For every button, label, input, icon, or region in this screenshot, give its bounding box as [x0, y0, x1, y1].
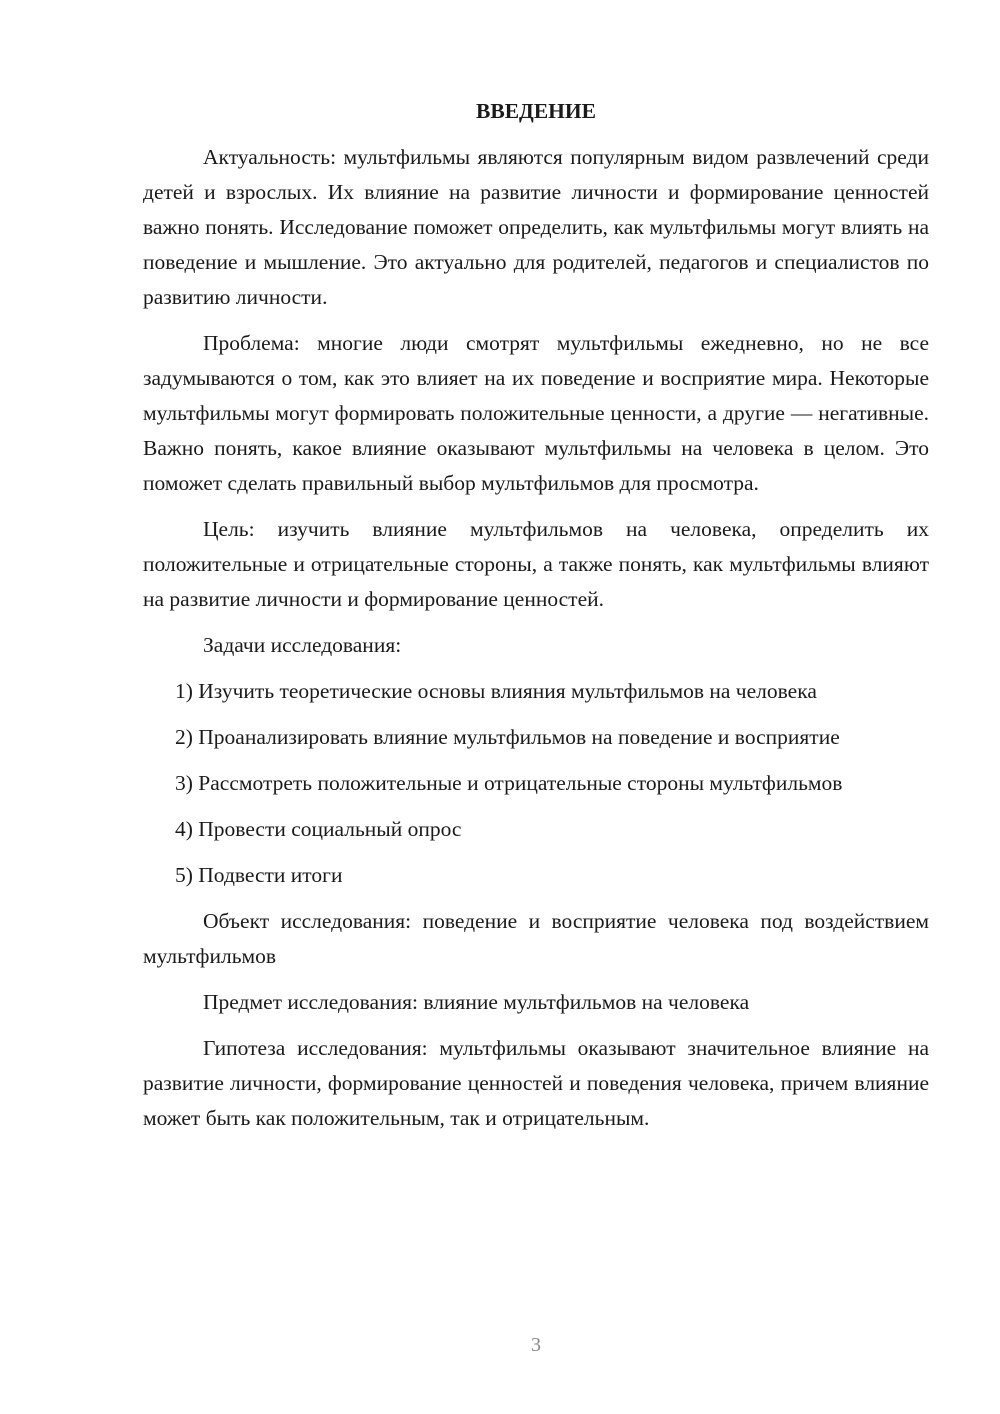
subject-paragraph: Предмет исследования: влияние мультфильмов на человека	[203, 990, 750, 1014]
task-item-5: 5) Подвести итоги	[175, 863, 343, 887]
task-item-4: 4) Провести социальный опрос	[175, 817, 462, 841]
document-page	[143, 96, 929, 1147]
object-paragraph: Объект исследования: поведение и восприятие человека под воздействием мультфильмов	[143, 909, 929, 968]
task-item-1: 1) Изучить теоретические основы влияния мультфильмов на человека	[175, 679, 817, 703]
tasks-list	[143, 674, 929, 893]
relevance-paragraph: Актуальность: мультфильмы являются популярным видом развлечений среди детей и взрослых. Их влияние на развитие личности и формирование ценностей важно понять. Исследование поможет определить, как мультфильмы могут влиять на поведение и мышление. Это актуально для родителей, педагогов и специалистов по развитию личности.	[143, 145, 929, 309]
section-title: ВВЕДЕНИЕ	[476, 99, 596, 123]
hypothesis-paragraph: Гипотеза исследования: мультфильмы оказывают значительное влияние на развитие личности, формирование ценностей и поведения человека, причем влияние может быть как положительным, так и отрицательным.	[143, 1036, 929, 1130]
page-number: 3	[531, 1334, 541, 1356]
task-item-3: 3) Рассмотреть положительные и отрицательные стороны мультфильмов	[175, 771, 843, 795]
task-item-2: 2) Проанализировать влияние мультфильмов на поведение и восприятие	[175, 725, 840, 749]
problem-paragraph: Проблема: многие люди смотрят мультфильмы ежедневно, но не все задумываются о том, как это влияет на их поведение и восприятие мира. Некоторые мультфильмы могут формировать положительные ценности, а другие — негативные. Важно понять, какое влияние оказывают мультфильмы на человека в целом. Это поможет сделать правильный выбор мультфильмов для просмотра.	[143, 331, 929, 495]
goal-paragraph: Цель: изучить влияние мультфильмов на человека, определить их положительные и отрицательные стороны, а также понять, как мультфильмы влияют на развитие личности и формирование ценностей.	[143, 517, 929, 611]
tasks-heading: Задачи исследования:	[203, 633, 402, 657]
